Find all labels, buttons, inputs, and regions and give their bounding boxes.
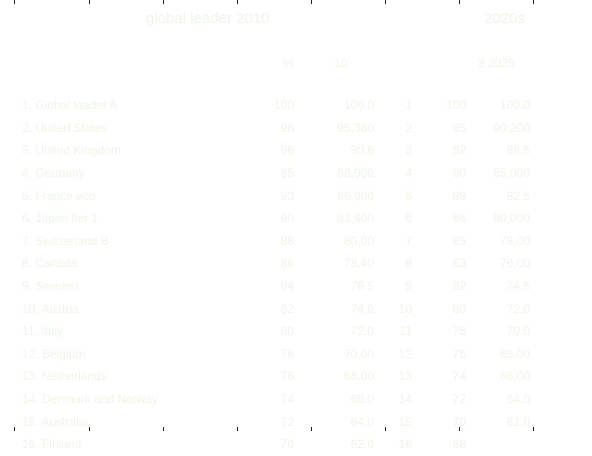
- row-name: 7. Switzerland B: [22, 233, 109, 248]
- row-value-b1: 2: [405, 120, 412, 135]
- row-value-a1: 93: [280, 188, 294, 203]
- row-value-b3: 80,000: [493, 211, 530, 226]
- top-tick: [459, 0, 460, 4]
- row-value-b2: 78: [452, 324, 466, 339]
- row-value-a1: 80: [280, 324, 294, 339]
- row-value-b1: 10: [398, 301, 412, 316]
- top-tick: [237, 0, 238, 4]
- row-name: 15. Australia: [22, 414, 89, 429]
- row-value-a1: 100: [273, 98, 294, 113]
- row-name: 10. Austria: [22, 301, 79, 316]
- table-row: [22, 117, 530, 140]
- row-value-b2: 95: [452, 120, 466, 135]
- bottom-tick: [533, 427, 534, 431]
- row-name: 11. Italy: [22, 324, 64, 339]
- row-name: 13. Netherlands: [22, 369, 107, 384]
- row-value-b1: 5: [405, 188, 412, 203]
- row-value-b1: 4: [405, 166, 412, 181]
- top-tick: [311, 0, 312, 4]
- row-value-b2: 76: [452, 346, 466, 361]
- row-value-b2: 86: [452, 211, 466, 226]
- row-value-b3: 100.0: [499, 98, 530, 113]
- row-value-b2: 92: [452, 143, 466, 158]
- row-value-b1: 9: [405, 279, 412, 294]
- ranking-table: [22, 94, 530, 456]
- row-value-b3: 76,00: [499, 256, 530, 271]
- row-value-a2: 95,380: [337, 120, 374, 135]
- row-value-a1: 98: [280, 120, 294, 135]
- sub-header-right: 3 2025: [478, 56, 515, 70]
- row-value-a1: 95: [280, 166, 294, 181]
- row-value-b3: 72,0: [506, 301, 530, 316]
- table-row: [22, 162, 530, 185]
- row-value-b2: 82: [452, 279, 466, 294]
- table-row: [22, 388, 530, 411]
- row-value-b3: 78,00: [499, 233, 530, 248]
- row-value-a1: 84: [280, 279, 294, 294]
- row-value-b3: 82.5: [506, 188, 530, 203]
- top-tick: [533, 0, 534, 4]
- row-value-b1: 15: [398, 414, 412, 429]
- row-value-b2: 74: [452, 369, 466, 384]
- row-value-b1: 1: [405, 98, 412, 113]
- row-value-b2: 89: [452, 188, 466, 203]
- row-value-a1: 96: [280, 143, 294, 158]
- row-value-a1: 72: [280, 414, 294, 429]
- sub-header-left-1: %: [283, 56, 294, 70]
- row-value-b3: 66,00: [499, 369, 530, 384]
- row-value-a1: 90: [280, 211, 294, 226]
- row-value-b3: 62.0: [506, 414, 530, 429]
- row-value-a1: 86: [280, 256, 294, 271]
- row-value-a2: 86,000: [337, 188, 374, 203]
- row-value-a1: 88: [280, 233, 294, 248]
- table-row: [22, 343, 530, 366]
- row-value-b1: 14: [398, 392, 412, 407]
- bottom-tick: [14, 427, 15, 431]
- table-row: [22, 297, 530, 320]
- row-value-b2: 100: [445, 98, 466, 113]
- row-value-b3: 90,200: [493, 120, 530, 135]
- row-value-b2: 85: [452, 233, 466, 248]
- top-tick: [163, 0, 164, 4]
- row-value-a2: 100.0: [343, 98, 374, 113]
- row-value-b1: 12: [398, 346, 412, 361]
- row-value-b1: 16: [398, 437, 412, 452]
- row-value-a1: 82: [280, 301, 294, 316]
- row-value-b2: 80: [452, 301, 466, 316]
- ranking-table-body: [22, 94, 530, 456]
- row-value-a2: 62.0: [350, 437, 374, 452]
- table-row: [22, 230, 530, 253]
- top-tick: [385, 0, 386, 4]
- row-value-a2: 88,900: [337, 166, 374, 181]
- row-value-a2: 66.0: [350, 392, 374, 407]
- table-row: [22, 365, 530, 388]
- row-value-b1: 6: [405, 211, 412, 226]
- row-value-a2: 83,400: [337, 211, 374, 226]
- row-value-b3: 68,00: [499, 346, 530, 361]
- row-value-a1: 76: [280, 369, 294, 384]
- row-value-b2: 70: [452, 414, 466, 429]
- table-row: [22, 275, 530, 298]
- table-row: [22, 184, 530, 207]
- table-row: [22, 252, 530, 275]
- row-value-b3: 74.5: [506, 279, 530, 294]
- row-name: 16. Finland: [22, 437, 82, 452]
- top-tick: [14, 0, 15, 4]
- sub-header-left-2: 10: [334, 56, 348, 70]
- table-row: [22, 94, 530, 117]
- row-name: 9. Sweden: [22, 279, 79, 294]
- row-value-a2: 78,40: [343, 256, 374, 271]
- row-value-b1: 3: [405, 143, 412, 158]
- row-value-a2: 74,0: [350, 301, 374, 316]
- row-name: 5. France eco: [22, 188, 96, 203]
- row-name: 3. United Kingdom: [22, 143, 121, 158]
- row-value-a2: 90.6: [350, 143, 374, 158]
- row-value-b1: 8: [405, 256, 412, 271]
- row-value-a2: 76.5: [350, 279, 374, 294]
- row-name: 2. United States: [22, 120, 108, 135]
- row-value-b2: 90: [452, 166, 466, 181]
- row-name: 14. Denmark and Norway: [22, 392, 159, 407]
- row-value-a2: 68,00: [343, 369, 374, 384]
- table-row: [22, 320, 530, 343]
- row-value-a2: 64.0: [350, 414, 374, 429]
- group-header-left: global leader 2010: [146, 10, 270, 27]
- table-row: [22, 139, 530, 162]
- row-value-b1: 11: [399, 324, 412, 339]
- group-header-right: 2020s: [484, 10, 525, 27]
- row-value-a2: 72.0: [350, 324, 374, 339]
- row-value-b2: 72: [452, 392, 466, 407]
- table-row: [22, 410, 530, 433]
- row-name: 12. Belgium: [22, 346, 86, 361]
- row-value-b3: 70.0: [506, 324, 530, 339]
- row-name: 4. Germany: [22, 166, 85, 181]
- row-value-b1: 13: [398, 369, 412, 384]
- row-name: 6. Japan tier 1: [22, 211, 99, 226]
- top-tick: [89, 0, 90, 4]
- row-value-a1: 78: [280, 346, 294, 361]
- row-name: 8. Canada: [22, 256, 78, 271]
- row-value-a1: 70: [280, 437, 294, 452]
- row-value-a2: 70,00: [343, 346, 374, 361]
- table-row: [22, 433, 530, 456]
- row-value-b3: 64.0: [506, 392, 530, 407]
- row-value-b3: 85,000: [493, 166, 530, 181]
- row-name: 1. Global leader A: [22, 98, 118, 113]
- row-value-b3: 88.5: [506, 143, 530, 158]
- row-value-a2: 80,00: [343, 233, 374, 248]
- row-value-b3: [466, 433, 530, 456]
- row-value-b2: 83: [452, 256, 466, 271]
- table-row: [22, 207, 530, 230]
- row-value-a1: 74: [280, 392, 294, 407]
- row-value-b2: 68: [452, 437, 466, 452]
- row-value-b1: 7: [405, 233, 412, 248]
